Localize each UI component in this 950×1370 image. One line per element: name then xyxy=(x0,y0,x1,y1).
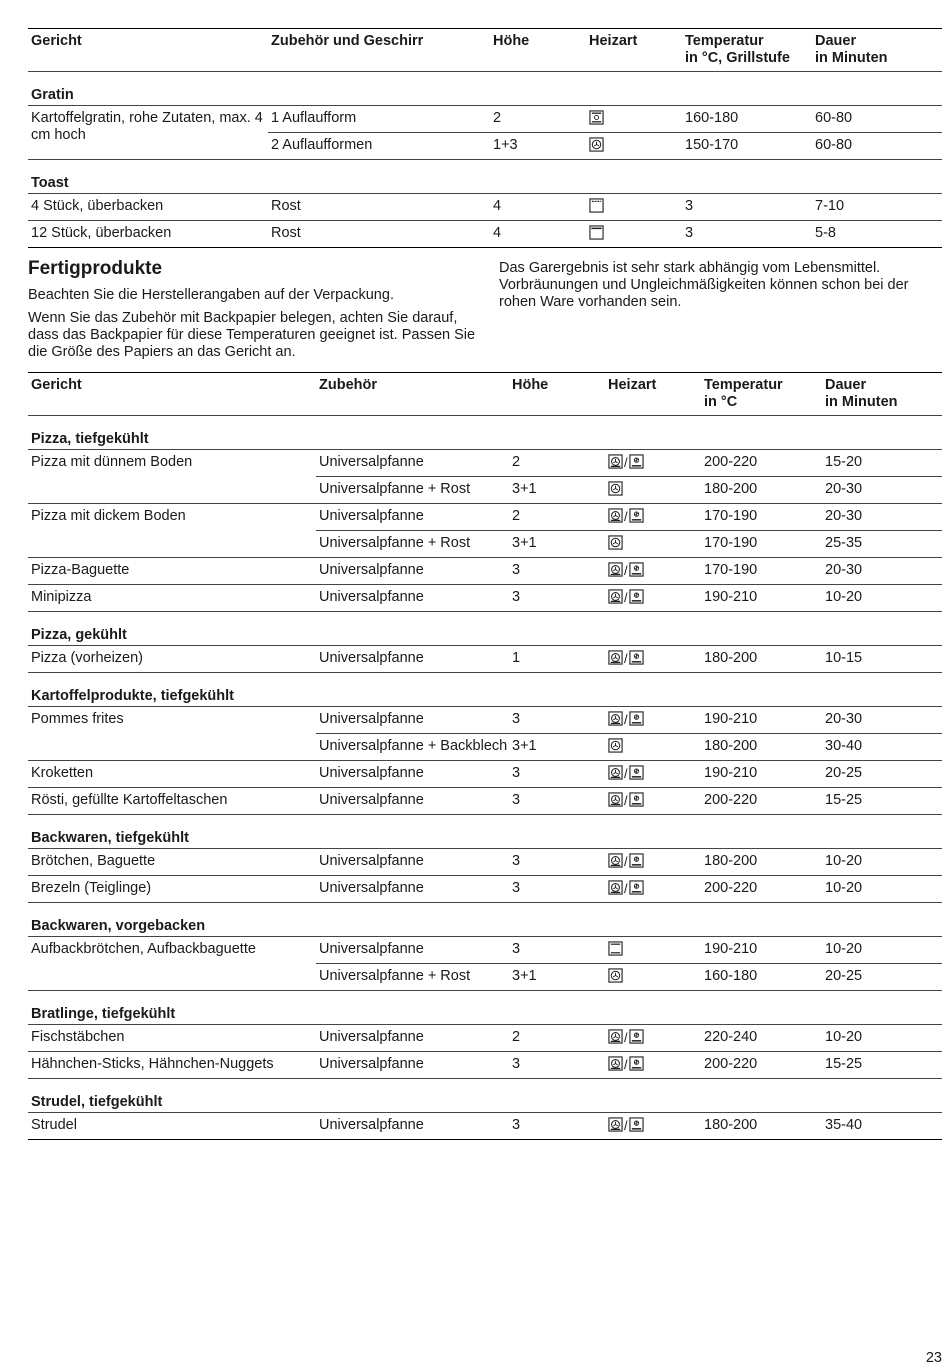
dish-name: Pizza (vorheizen) xyxy=(31,650,144,666)
pizza-setting-icon xyxy=(608,765,623,780)
category-row xyxy=(28,416,942,450)
bottom-heat-fan-icon xyxy=(629,792,644,807)
col-header-accessory: Zubehör xyxy=(319,377,377,393)
pizza-setting-icon xyxy=(608,880,623,895)
temperature: 170-190 xyxy=(701,531,822,558)
duration: 25-35 xyxy=(822,531,942,558)
duration: 10-15 xyxy=(825,650,863,666)
accessory: Universalpfanne xyxy=(319,711,424,727)
accessory: Universalpfanne xyxy=(319,853,424,869)
dish-name: Kartoffelgratin, rohe Zutaten, max. 4 cm hoch xyxy=(31,110,263,143)
temperature: 180-200 xyxy=(704,853,758,869)
duration: 20-25 xyxy=(822,964,942,991)
bottom-heat-fan-icon xyxy=(629,562,644,577)
level: 3 xyxy=(512,792,521,808)
section-title: Fertigprodukte xyxy=(28,258,163,279)
pizza-setting-icon xyxy=(608,454,623,469)
duration: 15-25 xyxy=(825,792,863,808)
category-row xyxy=(28,72,942,106)
table-row xyxy=(28,876,942,903)
grill-level: 3 xyxy=(685,198,694,214)
temperature: 160-180 xyxy=(701,964,822,991)
col-header-duration: Dauer in Minuten xyxy=(825,377,898,410)
hot-air-icon xyxy=(608,535,623,550)
level: 1 xyxy=(512,650,521,666)
duration: 60-80 xyxy=(815,110,853,126)
dish-name: Pizza mit dickem Boden xyxy=(31,508,186,524)
dish-name: Aufbackbrötchen, Aufbackbaguette xyxy=(31,941,256,957)
table-row xyxy=(28,1052,942,1079)
col-header-heating: Heizart xyxy=(589,33,638,49)
pizza-setting-icon xyxy=(608,1056,623,1071)
dish-name: Fischstäbchen xyxy=(31,1029,125,1045)
duration: 10-20 xyxy=(825,853,863,869)
temperature: 190-210 xyxy=(704,711,758,727)
duration: 10-20 xyxy=(825,941,863,957)
top-bottom-heat-icon xyxy=(608,941,623,956)
category-row xyxy=(28,1079,942,1113)
category-label: Kartoffelprodukte, tiefgekühlt xyxy=(31,688,235,704)
duration: 15-25 xyxy=(825,1056,863,1072)
heating-type: / xyxy=(605,1052,701,1079)
pizza-setting-icon xyxy=(608,562,623,577)
gratin-toast-table xyxy=(28,28,942,248)
pizza-setting-icon xyxy=(608,1117,623,1132)
dish-name: Brötchen, Baguette xyxy=(31,853,156,869)
bottom-heat-fan-icon xyxy=(629,1029,644,1044)
bottom-heat-fan-icon xyxy=(629,765,644,780)
table-row xyxy=(28,761,942,788)
accessory: Universalpfanne xyxy=(319,589,424,605)
temperature: 180-200 xyxy=(704,1117,758,1133)
dish-name: Pizza mit dünnem Boden xyxy=(31,454,193,470)
bottom-heat-fan-icon xyxy=(629,508,644,523)
category-row xyxy=(28,903,942,937)
heating-type: / xyxy=(605,876,701,903)
accessory: Universalpfanne xyxy=(319,792,424,808)
level: 3 xyxy=(512,880,521,896)
table-row xyxy=(28,707,942,734)
heating-type: / xyxy=(605,788,701,815)
heating-type xyxy=(605,964,701,991)
temperature: 190-210 xyxy=(704,941,758,957)
accessory: Universalpfanne + Backblech xyxy=(316,734,509,761)
intro-paragraph: Beachten Sie die Herstellerangaben auf der Verpackung. xyxy=(28,287,394,303)
col-header-temperature: Temperatur in °C, Grillstufe xyxy=(685,33,790,66)
category-label: Backwaren, tiefgekühlt xyxy=(31,830,189,846)
accessory: Universalpfanne xyxy=(319,880,424,896)
table-row xyxy=(28,194,942,221)
pizza-setting-icon xyxy=(608,853,623,868)
level: 2 xyxy=(512,508,521,524)
duration: 20-25 xyxy=(825,765,863,781)
temperature: 190-210 xyxy=(704,589,758,605)
grill-small-icon xyxy=(589,198,604,213)
heating-type xyxy=(586,133,682,160)
level: 3+1 xyxy=(509,531,605,558)
temperature: 220-240 xyxy=(704,1029,758,1045)
category-label: Pizza, tiefgekühlt xyxy=(31,431,149,447)
temperature: 200-220 xyxy=(704,454,758,470)
hot-air-icon xyxy=(608,481,623,496)
col-header-level: Höhe xyxy=(512,377,549,393)
level: 2 xyxy=(512,454,521,470)
table-row xyxy=(28,646,942,673)
temperature: 170-190 xyxy=(704,508,758,524)
accessory: Universalpfanne xyxy=(319,1056,424,1072)
pizza-setting-icon xyxy=(608,508,623,523)
heating-type: / xyxy=(605,761,701,788)
col-header-dish: Gericht xyxy=(31,33,82,49)
heating-type xyxy=(605,937,701,964)
duration: 10-20 xyxy=(825,1029,863,1045)
table-row xyxy=(28,937,942,964)
table-row xyxy=(28,106,942,133)
pizza-setting-icon xyxy=(608,792,623,807)
col-header-accessory: Zubehör und Geschirr xyxy=(271,33,424,49)
accessory: Universalpfanne xyxy=(319,562,424,578)
intro-paragraph-right: Das Garergebnis ist sehr stark abhängig vom Lebensmittel. Vorbräunungen und Ungleichmäßigkeiten können schon bei der rohen Ware vorhanden sein. xyxy=(499,260,909,310)
pizza-setting-icon xyxy=(608,1029,623,1044)
accessory: Universalpfanne xyxy=(319,508,424,524)
accessory: Universalpfanne + Rost xyxy=(316,964,509,991)
level: 2 xyxy=(512,1029,521,1045)
bottom-heat-fan-icon xyxy=(629,1056,644,1071)
heating-type xyxy=(586,221,682,248)
table-row xyxy=(28,504,942,531)
category-row xyxy=(28,673,942,707)
level: 3 xyxy=(512,589,521,605)
category-row xyxy=(28,991,942,1025)
accessory: Universalpfanne xyxy=(319,1117,424,1133)
table-row xyxy=(28,450,942,477)
dish-name: 12 Stück, überbacken xyxy=(31,225,172,241)
heating-type: / xyxy=(605,504,701,531)
dish-name: Brezeln (Teiglinge) xyxy=(31,880,152,896)
bottom-heat-fan-icon xyxy=(629,650,644,665)
bottom-heat-fan-icon xyxy=(629,454,644,469)
accessory: Universalpfanne xyxy=(319,650,424,666)
table-row xyxy=(28,585,942,612)
dish-name: Hähnchen-Sticks, Hähnchen-Nuggets xyxy=(31,1056,274,1072)
temperature: 160-180 xyxy=(685,110,739,126)
category-label: Pizza, gekühlt xyxy=(31,627,127,643)
category-row xyxy=(28,160,942,194)
category-label: Backwaren, vorgebacken xyxy=(31,918,206,934)
temperature: 150-170 xyxy=(682,133,812,160)
bottom-heat-fan-icon xyxy=(629,1117,644,1132)
heating-type xyxy=(605,477,701,504)
duration: 20-30 xyxy=(825,562,863,578)
level: 3 xyxy=(512,941,521,957)
grill-large-icon xyxy=(589,225,604,240)
level: 3 xyxy=(512,1056,521,1072)
temperature: 200-220 xyxy=(704,1056,758,1072)
accessory: Universalpfanne + Rost xyxy=(316,477,509,504)
table-row xyxy=(28,558,942,585)
level: 3 xyxy=(512,1117,521,1133)
accessory: 2 Auflaufformen xyxy=(268,133,490,160)
heating-type: / xyxy=(605,558,701,585)
level: 3 xyxy=(512,711,521,727)
duration: 20-30 xyxy=(825,508,863,524)
level: 2 xyxy=(493,110,502,126)
temperature: 180-200 xyxy=(701,477,822,504)
hot-air-icon xyxy=(608,968,623,983)
dish-name: Strudel xyxy=(31,1117,77,1133)
duration: 60-80 xyxy=(812,133,942,160)
duration: 20-30 xyxy=(825,711,863,727)
hot-air-icon xyxy=(608,738,623,753)
col-header-temperature: Temperatur in °C xyxy=(704,377,783,410)
grill-level: 3 xyxy=(685,225,694,241)
accessory: Universalpfanne xyxy=(319,454,424,470)
table-row xyxy=(28,1113,942,1140)
heating-type: / xyxy=(605,450,701,477)
pizza-setting-icon xyxy=(608,650,623,665)
duration: 30-40 xyxy=(822,734,942,761)
accessory: 1 Auflaufform xyxy=(271,110,357,126)
pizza-setting-icon xyxy=(608,589,623,604)
bottom-heat-fan-icon xyxy=(629,880,644,895)
heating-type: / xyxy=(605,707,701,734)
temperature: 170-190 xyxy=(704,562,758,578)
level: 3 xyxy=(512,765,521,781)
heating-type xyxy=(605,734,701,761)
heating-type xyxy=(586,194,682,221)
duration: 20-30 xyxy=(822,477,942,504)
col-header-duration: Dauer in Minuten xyxy=(815,33,888,66)
duration: 35-40 xyxy=(825,1117,863,1133)
accessory: Universalpfanne xyxy=(319,941,424,957)
top-bottom-heat-icon xyxy=(589,110,604,125)
level: 1+3 xyxy=(490,133,586,160)
table-row xyxy=(28,1025,942,1052)
level: 3+1 xyxy=(509,477,605,504)
table-row xyxy=(28,788,942,815)
heating-type: / xyxy=(605,849,701,876)
heating-type: / xyxy=(605,1025,701,1052)
pizza-setting-icon xyxy=(608,711,623,726)
temperature: 180-200 xyxy=(701,734,822,761)
level: 3 xyxy=(512,562,521,578)
bottom-heat-fan-icon xyxy=(629,589,644,604)
bottom-heat-fan-icon xyxy=(629,711,644,726)
level: 4 xyxy=(493,198,502,214)
heating-type: / xyxy=(605,646,701,673)
table-header-row xyxy=(28,29,942,72)
heating-type: / xyxy=(605,585,701,612)
bottom-heat-fan-icon xyxy=(629,853,644,868)
temperature: 190-210 xyxy=(704,765,758,781)
heating-type xyxy=(605,531,701,558)
hot-air-icon xyxy=(589,137,604,152)
dish-name: 4 Stück, überbacken xyxy=(31,198,164,214)
level: 3 xyxy=(512,853,521,869)
col-header-heating: Heizart xyxy=(608,377,657,393)
level: 3+1 xyxy=(509,734,605,761)
dish-name: Pommes frites xyxy=(31,711,124,727)
accessory: Universalpfanne xyxy=(319,765,424,781)
accessory: Rost xyxy=(271,225,301,241)
temperature: 200-220 xyxy=(704,880,758,896)
table-header-row xyxy=(28,373,942,416)
accessory: Rost xyxy=(271,198,301,214)
heating-type xyxy=(586,106,682,133)
accessory: Universalpfanne + Rost xyxy=(316,531,509,558)
category-label: Strudel, tiefgekühlt xyxy=(31,1094,163,1110)
accessory: Universalpfanne xyxy=(319,1029,424,1045)
duration: 10-20 xyxy=(825,589,863,605)
table-row xyxy=(28,221,942,248)
intro-left-column xyxy=(28,287,478,367)
col-header-level: Höhe xyxy=(493,33,530,49)
level: 3+1 xyxy=(509,964,605,991)
dish-name: Kroketten xyxy=(31,765,94,781)
category-row xyxy=(28,815,942,849)
duration: 15-20 xyxy=(825,454,863,470)
level: 4 xyxy=(493,225,502,241)
dish-name: Pizza-Baguette xyxy=(31,562,130,578)
category-label: Gratin xyxy=(31,87,74,103)
table-row xyxy=(28,849,942,876)
category-label: Bratlinge, tiefgekühlt xyxy=(31,1006,176,1022)
ready-products-table xyxy=(28,372,942,1140)
temperature: 200-220 xyxy=(704,792,758,808)
col-header-dish: Gericht xyxy=(31,377,82,393)
dish-name: Rösti, gefüllte Kartoffeltaschen xyxy=(31,792,228,808)
category-label: Toast xyxy=(31,175,69,191)
dish-name: Minipizza xyxy=(31,589,92,605)
page-number: 23 xyxy=(925,1350,942,1366)
duration: 7-10 xyxy=(815,198,845,214)
heating-type: / xyxy=(605,1113,701,1140)
duration: 5-8 xyxy=(815,225,836,241)
duration: 10-20 xyxy=(825,880,863,896)
temperature: 180-200 xyxy=(704,650,758,666)
intro-paragraph: Wenn Sie das Zubehör mit Backpapier belegen, achten Sie darauf, dass das Backpapier für diese Temperaturen geeignet ist. Passen Sie die Größe des Papiers an das Gericht an. xyxy=(28,310,476,360)
category-row xyxy=(28,612,942,646)
